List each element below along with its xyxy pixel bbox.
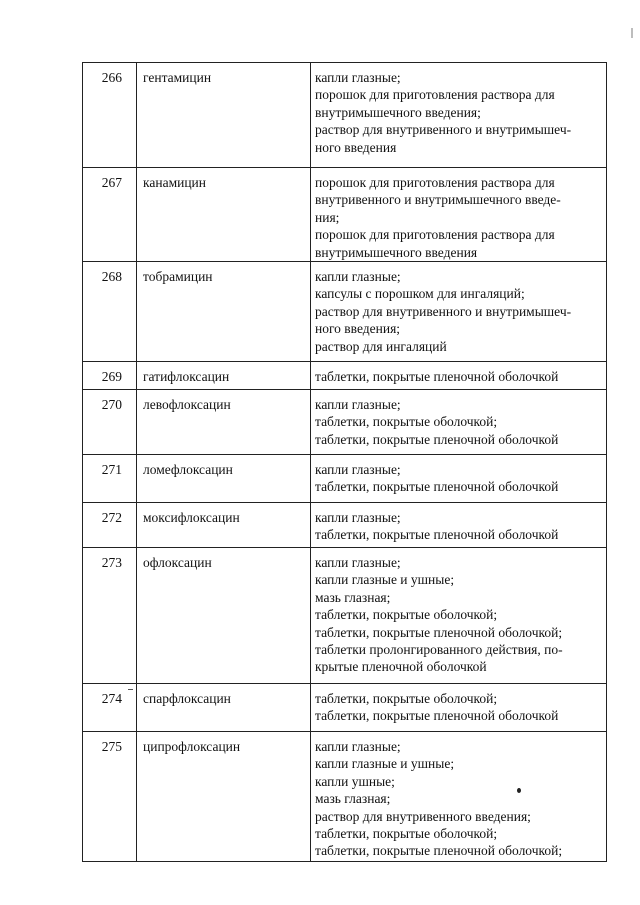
- drug-name: спарфлоксацин: [137, 684, 311, 732]
- scan-tick-mark: [128, 689, 133, 690]
- table-row: [83, 684, 607, 732]
- dosage-forms: [311, 503, 607, 548]
- dosage-forms: [311, 362, 607, 390]
- table-row: [83, 168, 607, 262]
- dosage-forms: [311, 63, 607, 168]
- table-row: [83, 503, 607, 548]
- row-number: 269: [83, 362, 137, 390]
- dosage-form-line: внутримышечного введения: [315, 244, 478, 260]
- drug-table-body: [83, 63, 607, 862]
- dosage-forms: [311, 262, 607, 362]
- dosage-form-line: капли глазные;: [315, 269, 401, 285]
- dosage-form-line: внутримышечного введения;: [315, 104, 481, 120]
- drug-name: ломефлоксацин: [137, 455, 311, 503]
- table-row: [83, 262, 607, 362]
- drug-table: [82, 62, 607, 862]
- dosage-forms: [311, 684, 607, 732]
- drug-name: офлоксацин: [137, 548, 311, 684]
- dosage-form-line: капли глазные;: [315, 739, 401, 755]
- table-row: [83, 548, 607, 684]
- dosage-form-line: раствор для внутривенного и внутримышеч-: [315, 122, 572, 138]
- dosage-form-line: раствор для внутривенного введения;: [315, 808, 531, 824]
- drug-name: гатифлоксацин: [137, 362, 311, 390]
- dosage-form-line: капли глазные;: [315, 555, 401, 571]
- dosage-form-line: таблетки, покрытые оболочкой;: [315, 826, 498, 842]
- dosage-forms: [311, 732, 607, 862]
- table-row: [83, 63, 607, 168]
- dosage-form-line: капли ушные;: [315, 773, 395, 789]
- drug-name: левофлоксацин: [137, 390, 311, 455]
- row-number: 270: [83, 390, 137, 455]
- dosage-forms: [311, 455, 607, 503]
- row-number: 273: [83, 548, 137, 684]
- dosage-form-line: таблетки, покрытые пленочной оболочкой;: [315, 843, 563, 859]
- drug-name: гентамицин: [137, 63, 311, 168]
- row-number: 271: [83, 455, 137, 503]
- table-row: [83, 455, 607, 503]
- dosage-form-line: мазь глазная;: [315, 791, 391, 807]
- scan-edge-mark: [631, 28, 633, 38]
- dosage-form-line: капли глазные и ушные;: [315, 756, 455, 772]
- dosage-form-line: мазь глазная;: [315, 589, 391, 605]
- dosage-form-line: капли глазные;: [315, 70, 401, 85]
- dosage-form-line: порошок для приготовления раствора для: [315, 87, 555, 103]
- dosage-form-line: капли глазные;: [315, 397, 401, 413]
- dosage-forms: [311, 168, 607, 262]
- ink-dot-mark: [517, 788, 521, 793]
- table-row: [83, 362, 607, 390]
- dosage-form-line: ния;: [315, 209, 340, 225]
- row-number: 267: [83, 168, 137, 262]
- dosage-form-line: порошок для приготовления раствора для: [315, 175, 555, 190]
- dosage-form-line: капли глазные и ушные;: [315, 572, 455, 588]
- drug-name: ципрофлоксацин: [137, 732, 311, 862]
- row-number: 274: [83, 684, 137, 732]
- dosage-form-line: таблетки, покрытые оболочкой;: [315, 414, 498, 430]
- dosage-form-line: таблетки, покрытые пленочной оболочкой: [315, 431, 559, 447]
- drug-name: тобрамицин: [137, 262, 311, 362]
- table-row: [83, 390, 607, 455]
- dosage-form-line: таблетки, покрытые оболочкой;: [315, 607, 498, 623]
- dosage-form-line: таблетки, покрытые оболочкой;: [315, 691, 498, 707]
- dosage-form-line: ного введения: [315, 139, 397, 155]
- row-number: 266: [83, 63, 137, 168]
- drug-name: моксифлоксацин: [137, 503, 311, 548]
- dosage-forms: [311, 390, 607, 455]
- dosage-form-line: таблетки, покрытые пленочной оболочкой: [315, 708, 559, 724]
- row-number: 268: [83, 262, 137, 362]
- dosage-form-line: порошок для приготовления раствора для: [315, 227, 555, 243]
- dosage-form-line: таблетки, покрытые пленочной оболочкой: [315, 527, 559, 543]
- dosage-form-line: внутривенного и внутримышечного введе-: [315, 192, 561, 208]
- dosage-form-line: таблетки, покрытые пленочной оболочкой: [315, 369, 559, 385]
- dosage-form-line: капли глазные;: [315, 462, 401, 478]
- dosage-form-line: крытые пленочной оболочкой: [315, 659, 487, 675]
- row-number: 275: [83, 732, 137, 862]
- drug-name: канамицин: [137, 168, 311, 262]
- dosage-form-line: раствор для ингаляций: [315, 338, 447, 354]
- dosage-form-line: таблетки, покрытые пленочной оболочкой: [315, 479, 559, 495]
- dosage-form-line: капли глазные;: [315, 510, 401, 526]
- dosage-form-line: раствор для внутривенного и внутримышеч-: [315, 303, 572, 319]
- dosage-forms: [311, 548, 607, 684]
- dosage-form-line: таблетки, покрытые пленочной оболочкой;: [315, 624, 563, 640]
- dosage-form-line: таблетки пролонгированного действия, по-: [315, 642, 563, 658]
- row-number: 272: [83, 503, 137, 548]
- dosage-form-line: капсулы с порошком для ингаляций;: [315, 286, 525, 302]
- table-row: [83, 732, 607, 862]
- dosage-form-line: ного введения;: [315, 321, 401, 337]
